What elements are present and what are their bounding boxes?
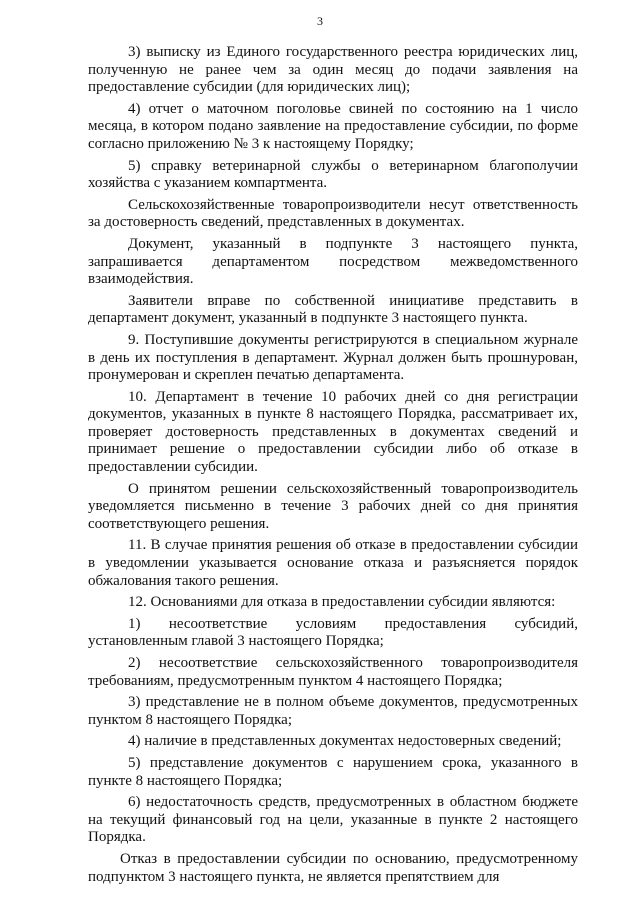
paragraph-responsibility: Сельскохозяйственные товаропроизводители несут ответственность за достоверность сведений, представленных в документах. [88,196,578,231]
paragraph-clause-10: 10. Департамент в течение 10 рабочих дней со дня регистрации документов, указанных в пункте 8 настоящего Порядка, рассматривает их, проверяет достоверность представленных в документах сведений и принимает решение о предоставлении субсидии либо об отказе в предоставлении субсидии. [88,388,578,476]
paragraph-ground-5: 5) представление документов с нарушением срока, указанного в пункте 8 настоящего Порядка; [88,754,578,789]
paragraph-item-4-report: 4) отчет о маточном поголовье свиней по состоянию на 1 число месяца, в котором подано заявление на предоставление субсидии, по форме согласно приложению № 3 к настоящему Порядку; [88,100,578,152]
paragraph-ground-6: 6) недостаточность средств, предусмотренных в областном бюджете на текущий финансовый год на цели, указанные в пункте 2 настоящего Порядка. [88,794,578,846]
paragraph-document-request: Документ, указанный в подпункте 3 настоящего пункта, запрашивается департаментом посредством межведомственного взаимодействия. [88,235,578,288]
paragraph-clause-9: 9. Поступившие документы регистрируются в специальном журнале в день их поступления в департамент. Журнал должен быть прошнурован, пронумерован и скреплен печатью департамента. [88,331,578,384]
paragraph-ground-3: 3) представление не в полном объеме документов, предусмотренных пунктом 8 настоящего Порядка; [88,694,578,728]
paragraph-clause-12: 12. Основаниями для отказа в предоставлении субсидии являются: [128,594,556,611]
paragraph-item-5-vet-certificate: 5) справку ветеринарной службы о ветеринарном благополучии хозяйства с указанием компартмента. [88,157,578,192]
paragraph-clause-11: 11. В случае принятия решения об отказе в предоставлении субсидии в уведомлении указывается основание отказа и разъясняется порядок обжалования такого решения. [88,537,578,589]
paragraph-ground-2: 2) несоответствие сельскохозяйственного товаропроизводителя требованиям, предусмотренным пунктом 4 настоящего Порядка; [88,655,578,689]
paragraph-ground-4: 4) наличие в представленных документах недостоверных сведений; [128,733,562,750]
paragraph-refusal-note: Отказ в предоставлении субсидии по основанию, предусмотренному подпунктом 3 настоящего пункта, не является препятствием для [88,850,578,885]
paragraph-ground-1: 1) несоответствие условиям предоставления субсидий, установленным главой 3 настоящего Порядка; [88,615,578,650]
document-body [88,44,578,890]
paragraph-notification: О принятом решении сельскохозяйственный товаропроизводитель уведомляется письменно в течение 3 рабочих дней со дня принятия соответствующего решения. [88,480,578,532]
paragraph-item-3-egrul: 3) выписку из Единого государственного реестра юридических лиц, полученную не ранее чем за один месяц до подачи заявления на предоставление субсидии (для юридических лиц); [88,44,578,96]
paragraph-applicant-initiative: Заявители вправе по собственной инициативе представить в департамент документ, указанный в подпункте 3 настоящего пункта. [88,292,578,327]
page-number: 3 [317,14,323,28]
